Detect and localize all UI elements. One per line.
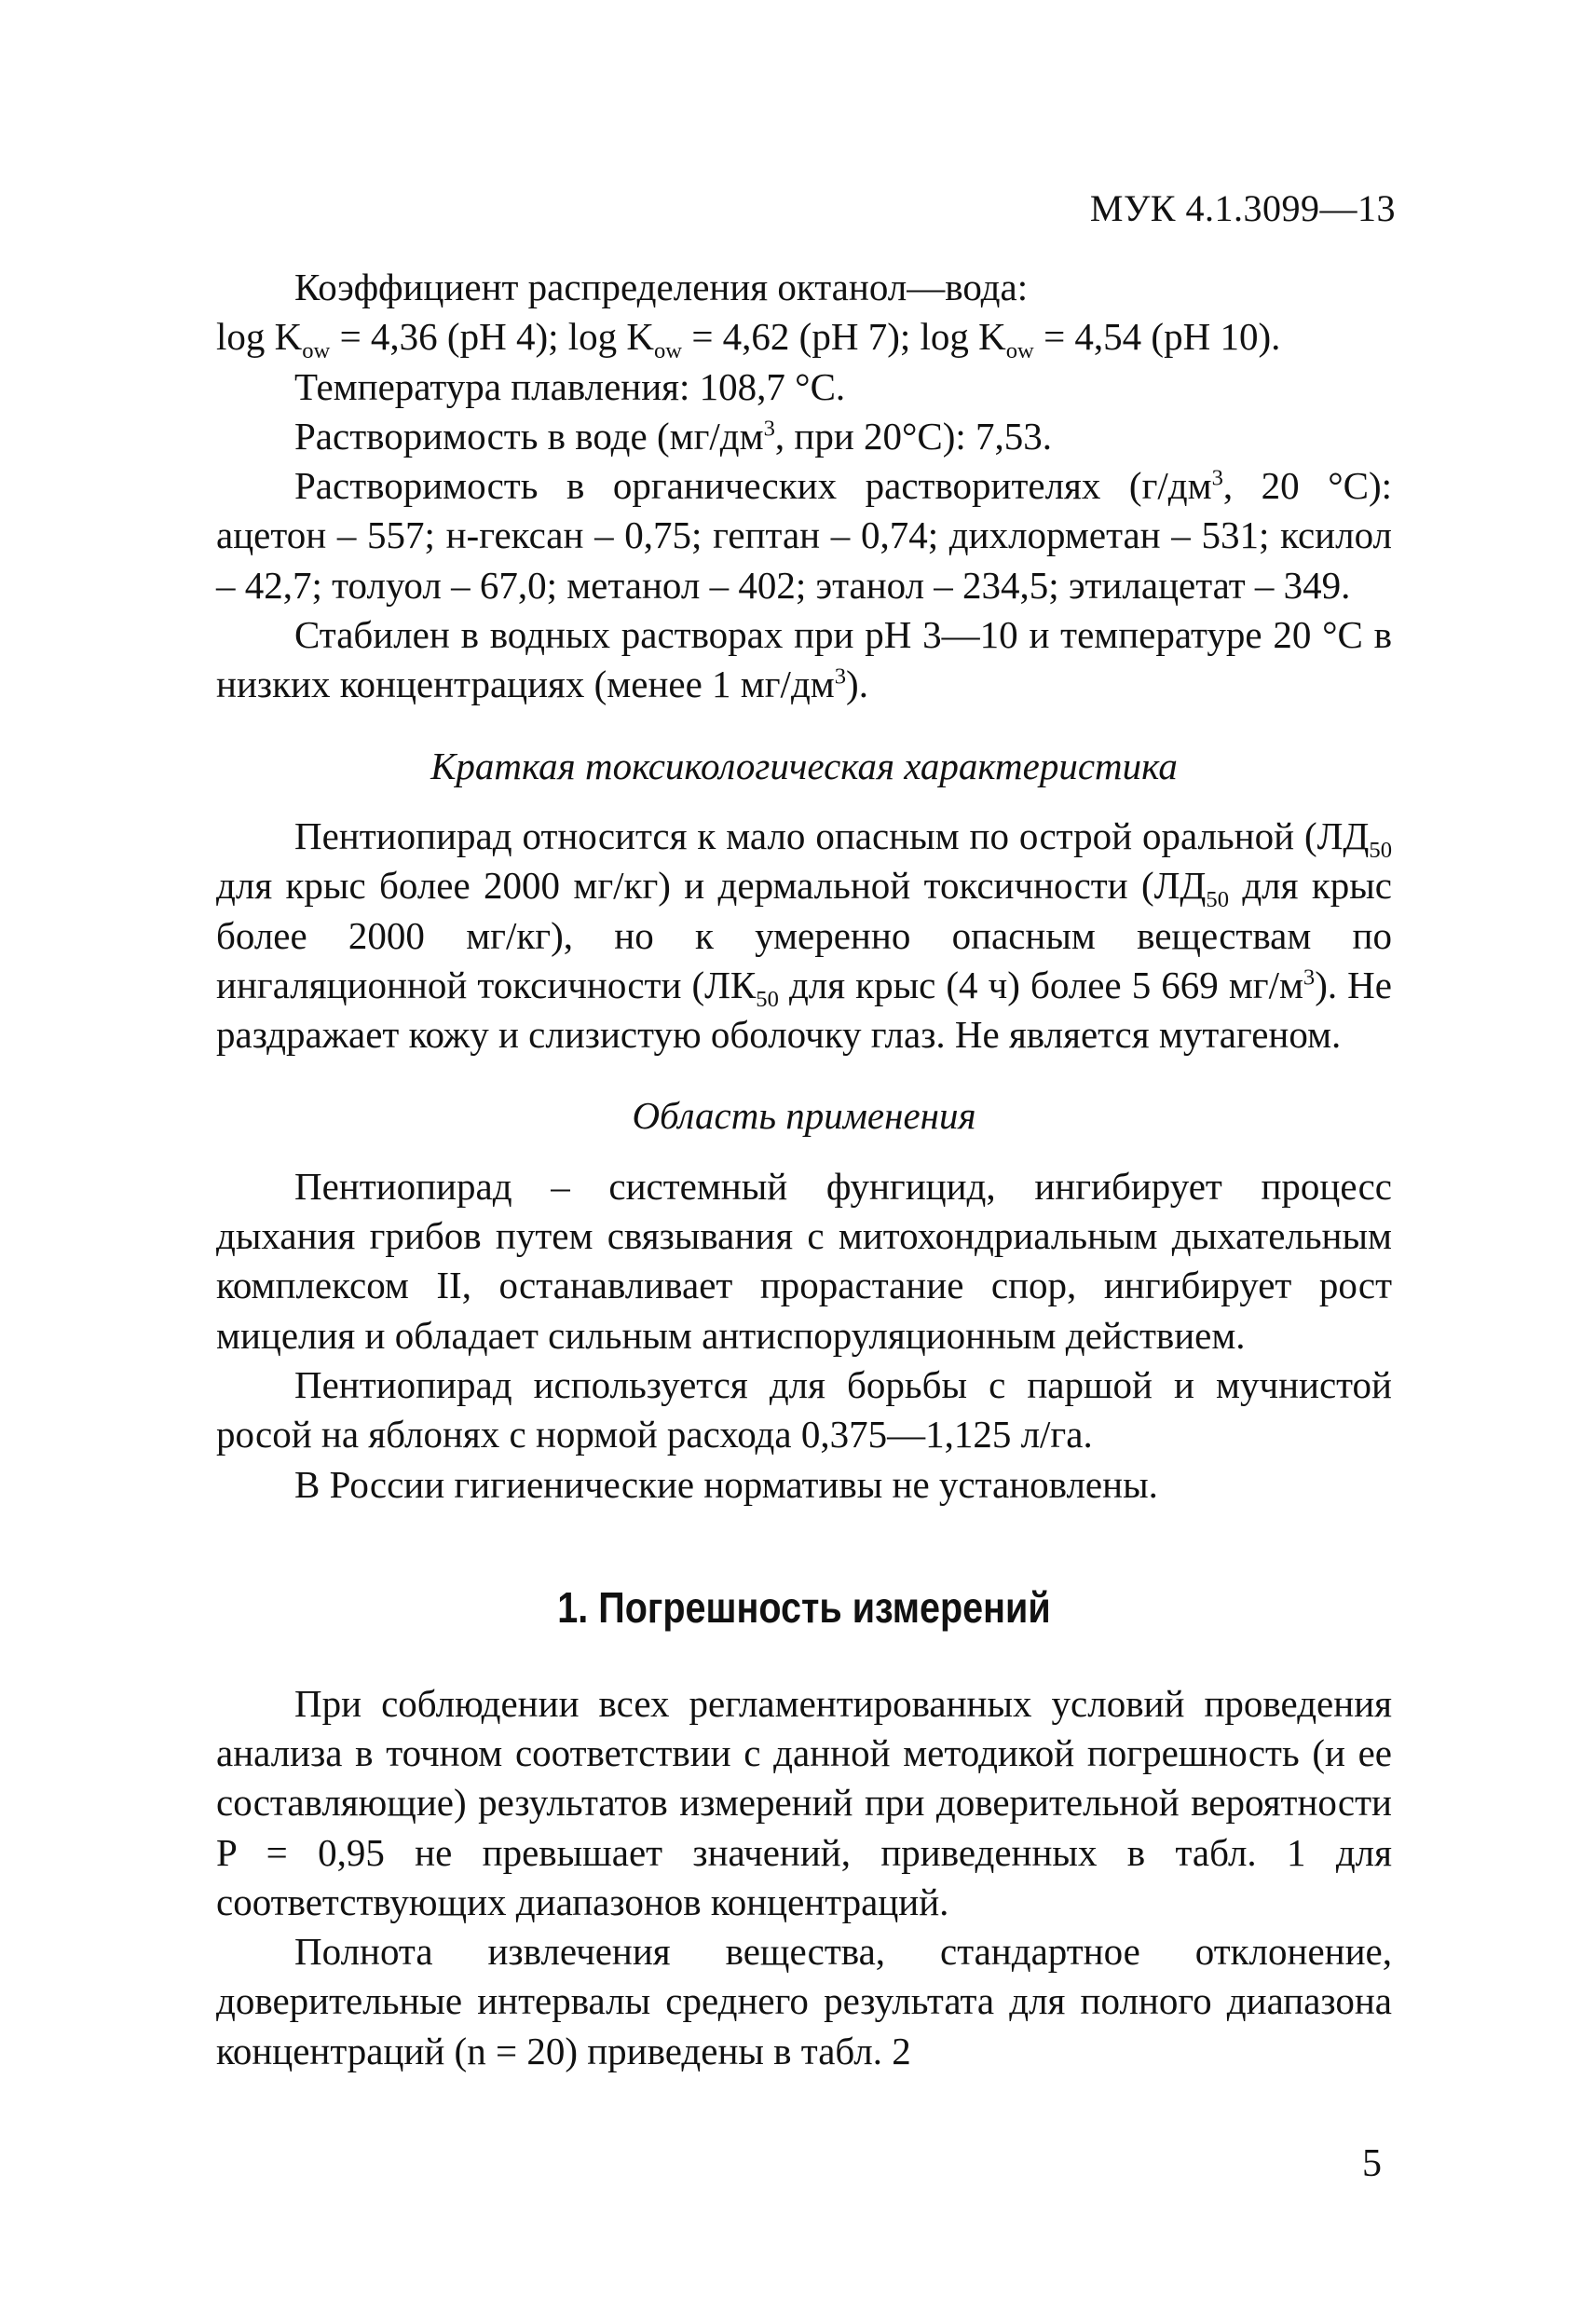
page-number: 5 — [1362, 2142, 1382, 2185]
application-text-2: Пентиопирад используется для борьбы с паршой и мучнистой росой на яблонях с нормой расхода 0,375—1,125 л/га. — [216, 1362, 1392, 1456]
application-title: Область применения — [632, 1094, 976, 1138]
kow-values — [216, 312, 1392, 362]
section-1-text-2: Полнота извлечения вещества, стандартное отклонение, доверительные интервалы среднего результата для полного диапазона концентраций (n = 20) приведены в табл. 2 — [216, 1930, 1392, 2072]
kow-intro: Коэффициент распределения октанол—вода: — [294, 266, 1029, 308]
organic-solubility: Растворимость в органических растворителях ($г/дм^3$, 20 °C): ацетон – 557; н-гексан – 0,75; гептан – 0,74; дихлорметан – 531; ксилол – 42,7; толуол – 67,0; метанол – 402; этанол – 234,5; этилацетат – 349. — [216, 464, 1392, 607]
section-1-text-1: При соблюдении всех регламентированных условий проведения анализа в точном соответствии с данной методикой погрешность (и ее составляющие) результатов измерений при доверительной вероятности P = 0,95 не превышает значений, приведенных в табл. 1 для соответствующих диапазонов концентраций. — [216, 1681, 1392, 1923]
melting-point: Температура плавления: 108,7 °C. — [294, 364, 846, 408]
application-text-1: Пентиопирад – системный фунгицид, ингибирует процесс дыхания грибов путем связывания с митохондриальным дыхательным комплексом II, останавливает прорастание спор, ингибирует рост мицелия и обладает сильным антиспоруляционным действием. — [216, 1164, 1392, 1357]
page-content — [216, 263, 1392, 2076]
kow-value-ph7: $\log K_{ow} = 4,62$ (pH 7); — [567, 315, 911, 364]
toxicology-title: Краткая токсикологическая характеристика — [430, 744, 1178, 787]
kow-value-ph4: $\log K_{ow} = 4,36$ (pH 4); — [216, 315, 559, 364]
section-1-title: 1. Погрешность измерений — [557, 1582, 1051, 1632]
water-solubility: Растворимость в воде ($мг/дм^3$, при 20°C): 7,53. — [294, 414, 1053, 458]
kow-value-ph10: $\log K_{ow} = 4,54$ (pH 10). — [920, 315, 1281, 364]
document-code: МУК 4.1.3099—13 — [1089, 187, 1396, 229]
toxicology-text: Пентиопирад относится к мало опасным по острой оральной ($ЛД_{50}$ для крыс более 2000 мг/кг) и дермальной токсичности ($ЛД_{50}$ для крыс более 2000 мг/кг), но к умеренно опасным веществам по ингаляционной токсичности ($ЛК_{50}$ для крыс (4 ч) более 5 669 $мг/м^3$). Не раздражает кожу и слизистую оболочку глаз. Не является мутагеном. — [216, 814, 1393, 1057]
application-text-3: В России гигиенические нормативы не установлены. — [294, 1462, 1158, 1506]
stability: Стабилен в водных растворах при pH 3—10 и температуре 20 °C в низких концентрациях (менее 1 $мг/дм^3$). — [216, 613, 1392, 706]
